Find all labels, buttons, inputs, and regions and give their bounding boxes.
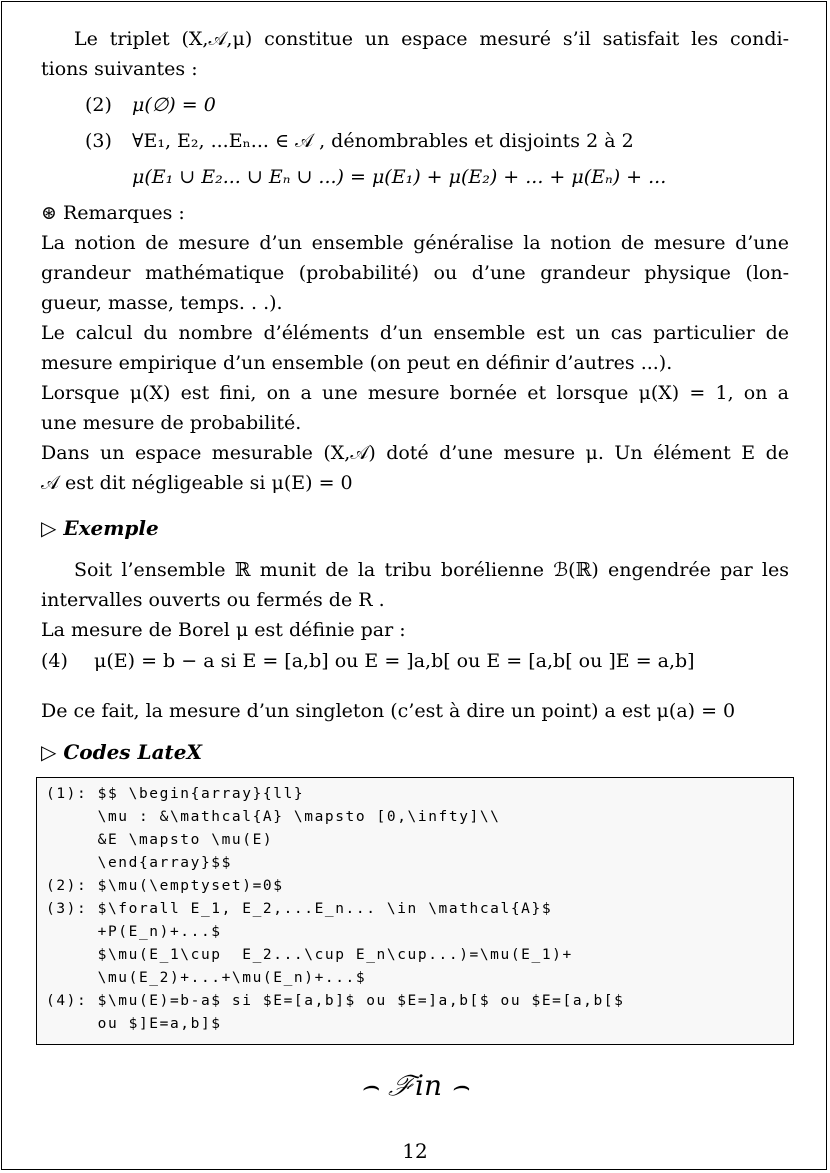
remarques-body	[41, 228, 789, 498]
exemple-line-3: La mesure de Borel μ est définie par :	[41, 619, 406, 641]
remarques-line: 𝒜 est dit négligeable si μ(E) = 0	[41, 472, 353, 494]
code-line: (4): $\mu(E)=b-a$ si $E=[a,b]$ ou $E=]a,b[$ ou $E=[a,b[$	[46, 993, 625, 1009]
exemple-conclusion: De ce fait, la mesure d’un singleton (c’est à dire un point) a est μ(a) = 0	[41, 700, 736, 722]
condition-3-formula: ∀E₁, E₂, ...Eₙ... ∈ 𝒜 , dénombrables et disjoints 2 à 2	[132, 130, 634, 152]
equation-4: μ(E) = b − a si E = [a,b] ou E = ]a,b[ ou E = [a,b[ ou ]E = a,b]	[94, 650, 695, 672]
remarques-line: La notion de mesure d’un ensemble généralise la notion de mesure d’une	[41, 232, 789, 254]
condition-2-formula: μ(∅) = 0	[132, 94, 216, 116]
condition-3-number: (3)	[85, 130, 112, 152]
remarques-line: Lorsque μ(X) est fini, on a une mesure bornée et lorsque μ(X) = 1, on a	[41, 382, 789, 404]
page-number: 12	[402, 1139, 428, 1163]
code-line: (3): $\forall E_1, E_2,...E_n... \in \mathcal{A}$	[46, 901, 553, 917]
code-line: \end{array}$$	[46, 855, 232, 871]
code-line: (2): $\mu(\emptyset)=0$	[46, 878, 284, 894]
code-line: \mu(E_2)+...+\mu(E_n)+...$	[46, 970, 367, 986]
remarques-line: Le calcul du nombre d’éléments d’un ensemble est un cas particulier de	[41, 322, 789, 344]
exemple-line-1: Soit l’ensemble ℝ munit de la tribu borélienne ℬ(ℝ) engendrée par les	[74, 559, 789, 581]
remarques-line: mesure empirique d’un ensemble (on peut en définir d’autres ...).	[41, 352, 673, 374]
remarques-line: Dans un espace mesurable (X,𝒜) doté d’une mesure μ. Un élément E de	[41, 442, 789, 464]
intro-line-1: Le triplet (X,𝒜,μ) constitue un espace mesuré s’il satisfait les condi-	[74, 28, 789, 50]
remarques-line: gueur, masse, temps. . .).	[41, 292, 283, 314]
equation-4-number: (4)	[41, 650, 68, 672]
code-line: +P(E_n)+...$	[46, 924, 222, 940]
code-block	[36, 777, 794, 1045]
fin-mark: ⌢ ℱin ⌢	[360, 1069, 470, 1102]
code-line: &E \mapsto \mu(E)	[46, 832, 274, 848]
condition-3-formula-sum: μ(E₁ ∪ E₂... ∪ Eₙ ∪ ...) = μ(E₁) + μ(E₂) + ... + μ(Eₙ) + ...	[132, 166, 667, 188]
remarques-line: grandeur mathématique (probabilité) ou d’une grandeur physique (lon-	[41, 262, 789, 284]
codes-heading: ▷ Codes LateX	[41, 740, 203, 764]
remarques-title: ⊛ Remarques :	[41, 202, 185, 224]
exemple-body	[41, 555, 789, 645]
condition-2-number: (2)	[85, 94, 112, 116]
remarques-line: une mesure de probabilité.	[41, 412, 302, 434]
exemple-line-2: intervalles ouverts ou fermés de R .	[41, 589, 385, 611]
code-line: \mu : &\mathcal{A} \mapsto [0,\infty]\\	[46, 809, 501, 825]
intro-paragraph	[41, 24, 789, 84]
code-line: (1): $$ \begin{array}{ll}	[46, 786, 305, 802]
code-line: ou $]E=a,b]$	[46, 1016, 222, 1032]
intro-line-2: tions suivantes :	[41, 58, 198, 80]
code-line: $\mu(E_1\cup E_2...\cup E_n\cup...)=\mu(E_1)+	[46, 947, 573, 963]
exemple-heading: ▷ Exemple	[41, 516, 159, 540]
